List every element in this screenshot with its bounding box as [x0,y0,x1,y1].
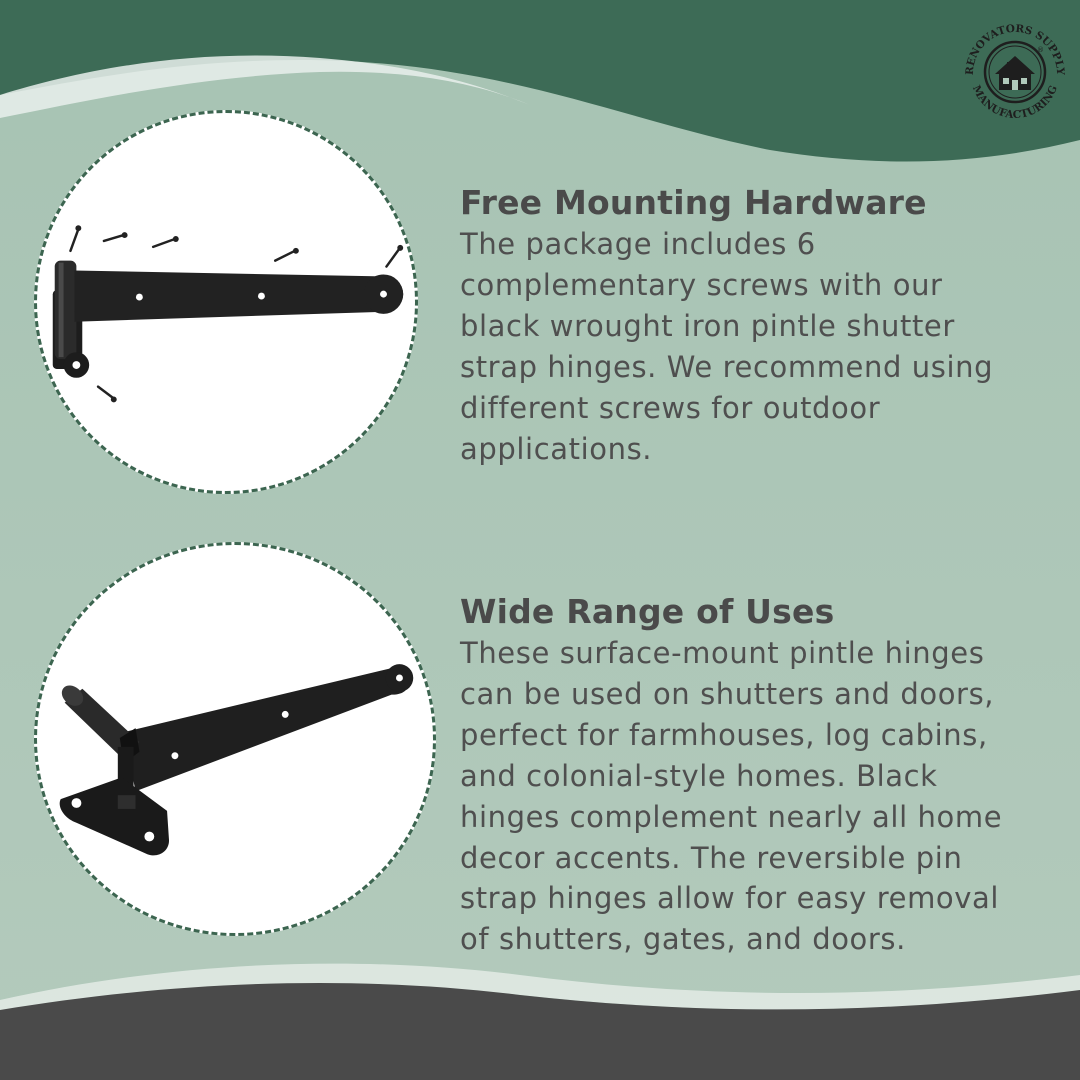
description-line: can be used on shutters and doors, [460,676,995,711]
house-icon [995,56,1035,90]
uses-image [34,542,436,936]
description-line: complementary screws with our [460,267,943,302]
description-line: perfect for farmhouses, log cabins, [460,717,988,752]
description-line: and colonial-style homes. Black [460,758,938,793]
svg-text:MANUFACTURING: MANUFACTURING [969,83,1060,122]
hardware-image [34,110,418,494]
section-description [460,633,1070,960]
brand-logo [955,12,1075,132]
description-line: strap hinges. We recommend using [460,349,994,384]
description-line: The package includes 6 [460,227,816,261]
pintle-strap-hinge-icon [37,545,433,933]
section-free-mounting-hardware [460,182,1060,469]
hinge-with-screws-icon [37,113,415,491]
svg-text:RENOVATORS SUPPLY: RENOVATORS SUPPLY [963,22,1067,76]
description-line: different screws for outdoor [460,390,881,425]
section-heading: Free Mounting Hardware [460,183,927,222]
svg-text:®: ® [1037,46,1044,54]
description-line: applications. [460,431,653,466]
description-line: of shutters, gates, and doors. [460,922,906,957]
description-line: strap hinges allow for easy removal [460,881,1000,916]
section-wide-range-of-uses [460,591,1070,960]
description-line: black wrought iron pintle shutter [460,308,955,343]
description-line: These surface-mount pintle hinges [460,636,985,670]
section-heading: Wide Range of Uses [460,592,835,631]
description-line: hinges complement nearly all home [460,799,1003,834]
section-description [460,224,1060,469]
description-line: decor accents. The reversible pin [460,840,963,875]
